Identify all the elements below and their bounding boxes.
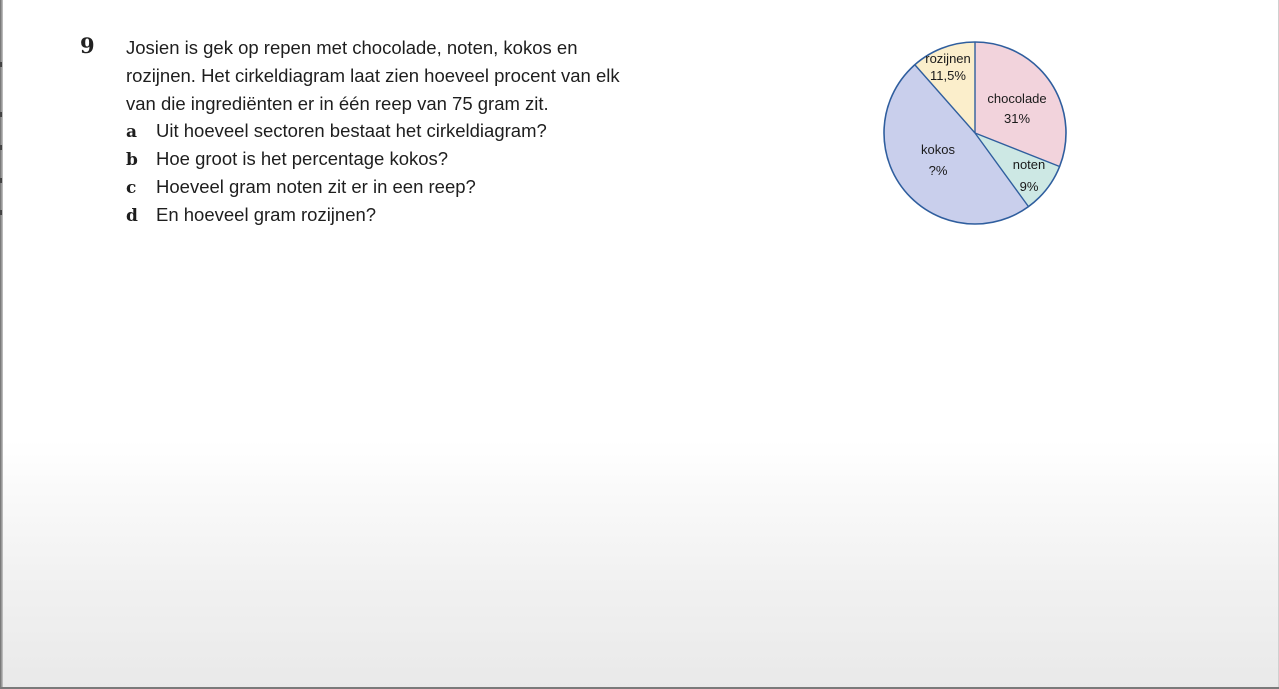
intro-line: Josien is gek op repen met chocolade, noten, kokos en xyxy=(126,37,578,58)
question-d xyxy=(126,201,376,229)
question-a xyxy=(126,117,547,145)
left-window-edge xyxy=(0,0,3,689)
slice-value-chocolade: 31% xyxy=(1003,111,1031,126)
question-letter: b xyxy=(126,150,138,170)
slice-label-kokos: kokos xyxy=(921,142,955,157)
question-b xyxy=(126,145,448,173)
slice-label-noten: noten xyxy=(1012,157,1046,172)
edge-mark xyxy=(0,112,2,117)
edge-mark xyxy=(0,145,2,150)
question-text: Hoe groot is het percentage kokos? xyxy=(156,148,449,169)
slice-label-rozijnen: rozijnen xyxy=(925,51,971,66)
question-letter: c xyxy=(126,178,137,198)
question-text: Uit hoeveel sectoren bestaat het cirkeldiagram? xyxy=(156,120,547,141)
question-text: Hoeveel gram noten zit er in een reep? xyxy=(156,176,476,197)
exercise-intro xyxy=(126,34,686,118)
slice-value-rozijnen: 11,5% xyxy=(930,68,966,83)
slice-value-noten: 9% xyxy=(1019,179,1039,194)
question-letter: a xyxy=(126,122,138,142)
edge-mark xyxy=(0,210,2,215)
edge-mark xyxy=(0,178,2,183)
slice-label-chocolade: chocolade xyxy=(987,91,1047,106)
intro-line: van die ingrediënten er in één reep van 75 gram zit. xyxy=(126,93,549,114)
exercise-number: 9 xyxy=(80,33,95,58)
slice-value-kokos: ?% xyxy=(928,163,948,178)
intro-line: rozijnen. Het cirkeldiagram laat zien hoeveel procent van elk xyxy=(126,65,620,86)
pie-chart xyxy=(878,36,1072,230)
question-text: En hoeveel gram rozijnen? xyxy=(156,204,377,225)
question-c xyxy=(126,173,476,201)
question-letter: d xyxy=(126,206,138,226)
edge-mark xyxy=(0,62,2,67)
